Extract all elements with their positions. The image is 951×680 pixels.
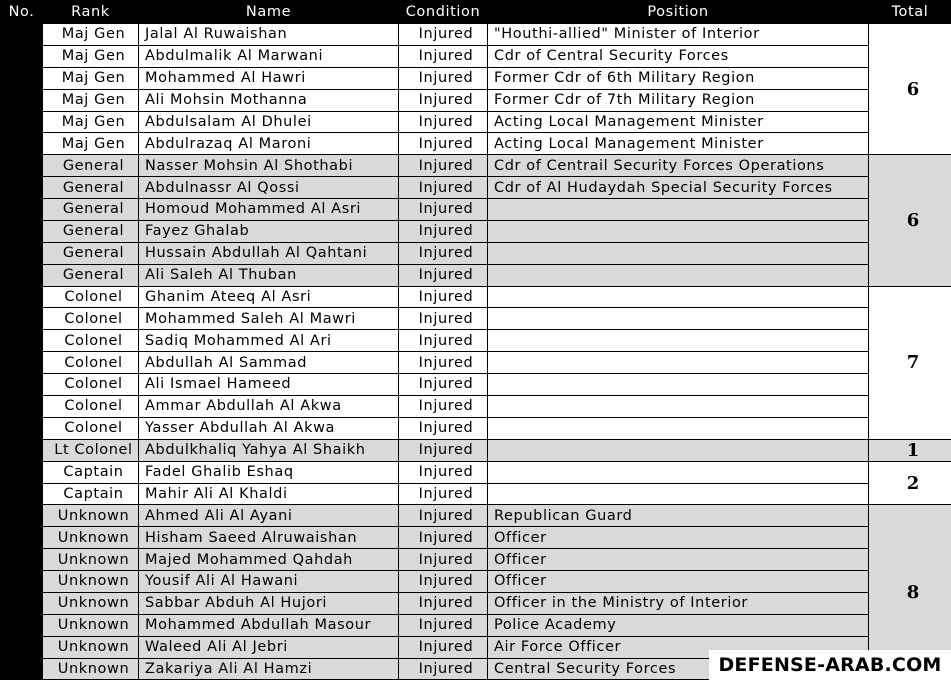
rank-cell: Lt Colonel	[43, 439, 139, 461]
rank-cell: Maj Gen	[43, 45, 139, 67]
name-cell: Abdullah Al Sammad	[139, 352, 399, 374]
table-body	[1, 24, 951, 680]
row-number: 4	[1, 89, 43, 111]
rank-cell: Colonel	[43, 352, 139, 374]
name-cell: Sadiq Mohammed Al Ari	[139, 330, 399, 352]
rank-cell: Maj Gen	[43, 67, 139, 89]
row-number: 7	[1, 155, 43, 177]
name-cell: Ali Mohsin Mothanna	[139, 89, 399, 111]
rank-cell: General	[43, 220, 139, 242]
condition-cell: Injured	[399, 264, 488, 286]
rank-cell: Maj Gen	[43, 111, 139, 133]
position-cell	[488, 286, 869, 308]
group-total: 6	[869, 24, 951, 155]
name-cell: Ghanim Ateeq Al Asri	[139, 286, 399, 308]
position-cell	[488, 395, 869, 417]
name-cell: Abdulnassr Al Qossi	[139, 177, 399, 199]
rank-cell: General	[43, 242, 139, 264]
rank-cell: General	[43, 264, 139, 286]
row-number: 9	[1, 199, 43, 221]
table-row	[1, 111, 951, 133]
table-row	[1, 45, 951, 67]
row-number: 14	[1, 308, 43, 330]
row-number: 18	[1, 395, 43, 417]
condition-cell: Injured	[399, 374, 488, 396]
row-number: 21	[1, 461, 43, 483]
table-row	[1, 527, 951, 549]
name-cell: Abdulkhaliq Yahya Al Shaikh	[139, 439, 399, 461]
row-number: 16	[1, 352, 43, 374]
position-cell: Former Cdr of 6th Military Region	[488, 67, 869, 89]
name-cell: Abdulrazaq Al Maroni	[139, 133, 399, 155]
position-cell	[488, 439, 869, 461]
name-cell: Abdulmalik Al Marwani	[139, 45, 399, 67]
group-total: 8	[869, 505, 951, 680]
table-row	[1, 286, 951, 308]
name-cell: Mahir Ali Al Khaldi	[139, 483, 399, 505]
rank-cell: Colonel	[43, 330, 139, 352]
group-total: 6	[869, 155, 951, 286]
condition-cell: Injured	[399, 549, 488, 571]
name-cell: Sabbar Abduh Al Hujori	[139, 592, 399, 614]
condition-cell: Injured	[399, 286, 488, 308]
name-cell: Abdulsalam Al Dhulei	[139, 111, 399, 133]
condition-cell: Injured	[399, 352, 488, 374]
row-number: 2	[1, 45, 43, 67]
header-no: No.	[1, 1, 43, 24]
name-cell: Yousif Ali Al Hawani	[139, 571, 399, 593]
row-number: 13	[1, 286, 43, 308]
rank-cell: Unknown	[43, 505, 139, 527]
position-cell	[488, 264, 869, 286]
position-cell: Officer	[488, 527, 869, 549]
row-number: 19	[1, 417, 43, 439]
row-number: 15	[1, 330, 43, 352]
position-cell: "Houthi-allied" Minister of Interior	[488, 24, 869, 46]
rank-cell: General	[43, 155, 139, 177]
rank-cell: Unknown	[43, 636, 139, 658]
condition-cell: Injured	[399, 199, 488, 221]
rank-cell: Colonel	[43, 395, 139, 417]
table-row	[1, 24, 951, 46]
table-row	[1, 308, 951, 330]
row-number: 12	[1, 264, 43, 286]
condition-cell: Injured	[399, 220, 488, 242]
rank-cell: Unknown	[43, 527, 139, 549]
name-cell: Ahmed Ali Al Ayani	[139, 505, 399, 527]
header-rank: Rank	[43, 1, 139, 24]
watermark: DEFENSE-ARAB.COM	[709, 650, 951, 680]
rank-cell: Unknown	[43, 549, 139, 571]
condition-cell: Injured	[399, 636, 488, 658]
position-cell: Former Cdr of 7th Military Region	[488, 89, 869, 111]
table-row	[1, 439, 951, 461]
row-number: 10	[1, 220, 43, 242]
table-row	[1, 461, 951, 483]
condition-cell: Injured	[399, 592, 488, 614]
condition-cell: Injured	[399, 505, 488, 527]
table-row	[1, 549, 951, 571]
condition-cell: Injured	[399, 571, 488, 593]
position-cell	[488, 220, 869, 242]
row-number: 29	[1, 636, 43, 658]
position-cell: Central Security Forces	[488, 658, 869, 680]
row-number: 3	[1, 67, 43, 89]
condition-cell: Injured	[399, 417, 488, 439]
rank-cell: Captain	[43, 483, 139, 505]
condition-cell: Injured	[399, 24, 488, 46]
position-cell	[488, 374, 869, 396]
position-cell: Acting Local Management Minister	[488, 133, 869, 155]
header-name: Name	[139, 1, 399, 24]
table-row	[1, 199, 951, 221]
row-number: 11	[1, 242, 43, 264]
name-cell: Ali Ismael Hameed	[139, 374, 399, 396]
position-cell	[488, 417, 869, 439]
table-row	[1, 374, 951, 396]
rank-cell: Unknown	[43, 571, 139, 593]
name-cell: Fayez Ghalab	[139, 220, 399, 242]
rank-cell: Captain	[43, 461, 139, 483]
condition-cell: Injured	[399, 45, 488, 67]
rank-cell: Unknown	[43, 614, 139, 636]
condition-cell: Injured	[399, 330, 488, 352]
name-cell: Nasser Mohsin Al Shothabi	[139, 155, 399, 177]
table-row	[1, 395, 951, 417]
rank-cell: Maj Gen	[43, 24, 139, 46]
row-number: 8	[1, 177, 43, 199]
rank-cell: Colonel	[43, 308, 139, 330]
position-cell	[488, 483, 869, 505]
position-cell	[488, 330, 869, 352]
condition-cell: Injured	[399, 439, 488, 461]
position-cell: Acting Local Management Minister	[488, 111, 869, 133]
rank-cell: General	[43, 177, 139, 199]
condition-cell: Injured	[399, 242, 488, 264]
table-row	[1, 352, 951, 374]
row-number: 28	[1, 614, 43, 636]
name-cell: Ali Saleh Al Thuban	[139, 264, 399, 286]
group-total: 1	[869, 439, 951, 461]
row-number: 17	[1, 374, 43, 396]
rank-cell: Unknown	[43, 658, 139, 680]
condition-cell: Injured	[399, 133, 488, 155]
position-cell: Cdr of Centrail Security Forces Operations	[488, 155, 869, 177]
rank-cell: Colonel	[43, 374, 139, 396]
rank-cell: Colonel	[43, 417, 139, 439]
row-number: 20	[1, 439, 43, 461]
row-number: 5	[1, 111, 43, 133]
rank-cell: Maj Gen	[43, 133, 139, 155]
name-cell: Waleed Ali Al Jebri	[139, 636, 399, 658]
condition-cell: Injured	[399, 395, 488, 417]
name-cell: Fadel Ghalib Eshaq	[139, 461, 399, 483]
table-row	[1, 133, 951, 155]
position-cell: Cdr of Central Security Forces	[488, 45, 869, 67]
position-cell: Officer	[488, 549, 869, 571]
name-cell: Hussain Abdullah Al Qahtani	[139, 242, 399, 264]
position-cell	[488, 352, 869, 374]
table-row	[1, 505, 951, 527]
name-cell: Mohammed Abdullah Masour	[139, 614, 399, 636]
name-cell: Jalal Al Ruwaishan	[139, 24, 399, 46]
row-number: 23	[1, 505, 43, 527]
name-cell: Homoud Mohammed Al Asri	[139, 199, 399, 221]
table-row	[1, 89, 951, 111]
position-cell: Police Academy	[488, 614, 869, 636]
position-cell	[488, 242, 869, 264]
name-cell: Mohammed Al Hawri	[139, 67, 399, 89]
position-cell	[488, 199, 869, 221]
condition-cell: Injured	[399, 658, 488, 680]
name-cell: Yasser Abdullah Al Akwa	[139, 417, 399, 439]
rank-cell: Colonel	[43, 286, 139, 308]
position-cell: Cdr of Al Hudaydah Special Security Forces	[488, 177, 869, 199]
table-row	[1, 220, 951, 242]
position-cell: Air Force Officer	[488, 636, 869, 658]
header-condition: Condition	[399, 1, 488, 24]
condition-cell: Injured	[399, 177, 488, 199]
row-number: 24	[1, 527, 43, 549]
table-row	[1, 330, 951, 352]
condition-cell: Injured	[399, 155, 488, 177]
name-cell: Mohammed Saleh Al Mawri	[139, 308, 399, 330]
row-number: 22	[1, 483, 43, 505]
position-cell: Republican Guard	[488, 505, 869, 527]
group-total: 2	[869, 461, 951, 505]
condition-cell: Injured	[399, 461, 488, 483]
table-row	[1, 483, 951, 505]
row-number: 1	[1, 24, 43, 46]
table-row	[1, 592, 951, 614]
condition-cell: Injured	[399, 483, 488, 505]
rank-cell: General	[43, 199, 139, 221]
table-row	[1, 242, 951, 264]
row-number: 25	[1, 549, 43, 571]
group-total: 7	[869, 286, 951, 439]
name-cell: Hisham Saeed Alruwaishan	[139, 527, 399, 549]
name-cell: Majed Mohammed Qahdah	[139, 549, 399, 571]
row-number: 30	[1, 658, 43, 680]
position-cell: Officer	[488, 571, 869, 593]
table-row	[1, 155, 951, 177]
table-row	[1, 177, 951, 199]
table-row	[1, 614, 951, 636]
position-cell: Officer in the Ministry of Interior	[488, 592, 869, 614]
name-cell: Ammar Abdullah Al Akwa	[139, 395, 399, 417]
table-row	[1, 417, 951, 439]
table-row	[1, 264, 951, 286]
row-number: 26	[1, 571, 43, 593]
rank-cell: Unknown	[43, 592, 139, 614]
header-position: Position	[488, 1, 869, 24]
position-cell	[488, 308, 869, 330]
condition-cell: Injured	[399, 614, 488, 636]
table-header-row	[1, 1, 951, 24]
rank-cell: Maj Gen	[43, 89, 139, 111]
table-row	[1, 67, 951, 89]
condition-cell: Injured	[399, 111, 488, 133]
row-number: 27	[1, 592, 43, 614]
table-row	[1, 571, 951, 593]
header-total: Total	[869, 1, 951, 24]
condition-cell: Injured	[399, 67, 488, 89]
condition-cell: Injured	[399, 527, 488, 549]
row-number: 6	[1, 133, 43, 155]
position-cell	[488, 461, 869, 483]
condition-cell: Injured	[399, 89, 488, 111]
name-cell: Zakariya Ali Al Hamzi	[139, 658, 399, 680]
condition-cell: Injured	[399, 308, 488, 330]
